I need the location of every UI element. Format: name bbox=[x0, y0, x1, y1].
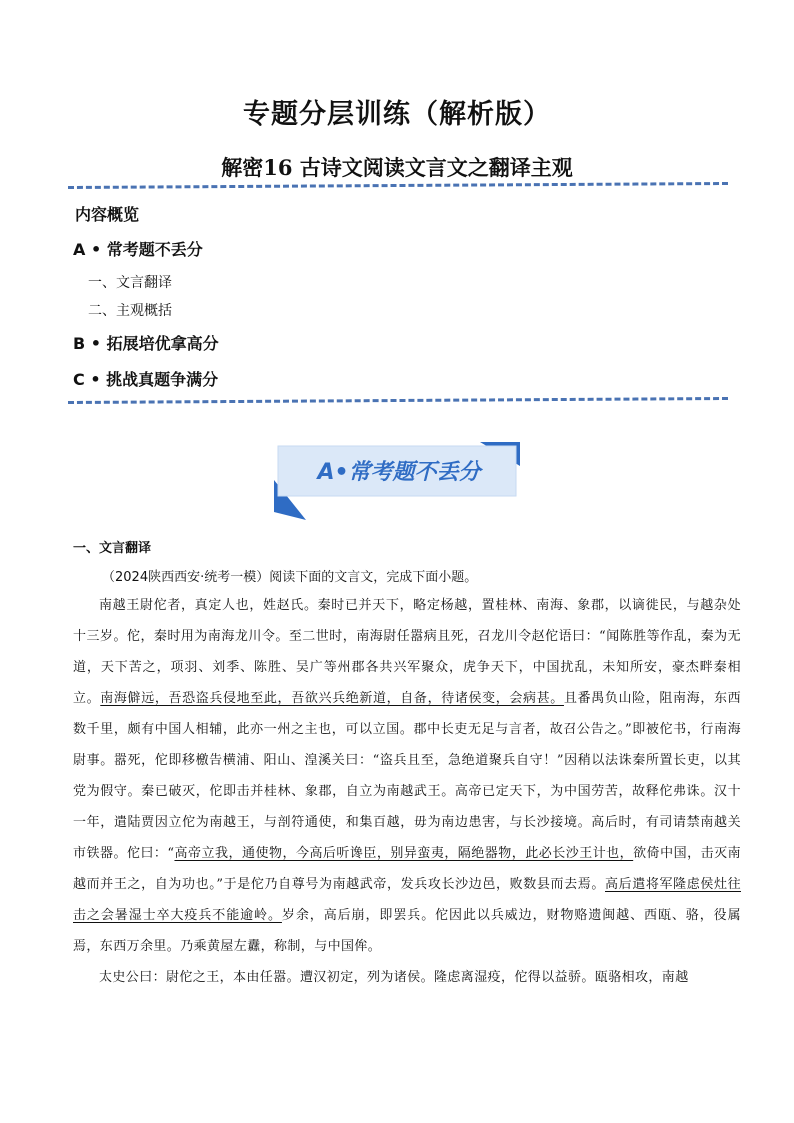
document-title: 专题分层训练（解析版） bbox=[243, 99, 551, 130]
toc-item-b[interactable]: B • 拓展培优拿高分 bbox=[73, 334, 219, 353]
underlined-sentence-1: 南海僻远，吾恐盗兵侵地至此，吾欲兴兵绝新道，自备，待诸侯变，会病甚。 bbox=[100, 691, 564, 706]
passage-paragraph-2: 太史公曰：尉佗之王，本由任嚣。遭汉初定，列为诸侯。隆虑离湿疫，佗得以益骄。瓯骆相攻，南越 bbox=[99, 970, 689, 985]
document-subtitle: 解密16 古诗文阅读文言文之翻译主观 bbox=[221, 155, 573, 180]
passage-paragraph-1: 南越王尉佗者，真定人也，姓赵氏。秦时已并天下，略定杨越，置桂林、南海、象郡，以谪徙民，与越杂处十三岁。佗，秦时用为南海龙川令。至二世时，南海尉任嚣病且死，召龙川令赵佗语曰：“闻陈胜等作乱，秦为无道，天下苦之，项羽、刘季、陈胜、吴广等州郡各共兴军聚众，虎争天下，中国扰乱，未知所安，豪杰畔秦相立。南海僻远，吾恐盗兵侵地至此，吾欲兴兵绝新道，自备，待诸侯变，会病甚。且番禺负山险，阻南海，东西数千里，颇有中国人相辅，此亦一州之主也，可以立国。郡中长吏无足与言者，故召公告之。”即被佗书，行南海尉事。嚣死，佗即移檄告横浦、阳山、湟溪关曰：“盗兵且至，急绝道聚兵自守！”因稍以法诛秦所置长吏，以其党为假守。秦已破灭，佗即击并桂林、象郡，自立为南越武王。高帝已定天下，为中国劳苦，故释佗弗诛。汉十一年，遣陆贾因立佗为南越王，与剖符通使，和集百越，毋为南边患害，与长沙接境。高后时，有司请禁南越关市铁器。佗曰：“高帝立我，通使物，今高后听谗臣，别异蛮夷，隔绝器物，此必长沙王计也，欲倚中国，击灭南越而并王之，自为功也。”于是佗乃自尊号为南越武帝，发兵攻长沙边邑，败数县而去焉。高后遣将军隆虑侯灶往击之会暑湿士卒大疫兵不能逾岭。岁余，高后崩，即罢兵。佗因此以兵威边，财物赂遗闽越、西瓯、骆，役属焉，东西万余里。乃乘黄屋左纛，称制，与中国侔。 bbox=[73, 598, 741, 954]
toc-item-c[interactable]: C • 挑战真题争满分 bbox=[73, 370, 219, 389]
passage-text bbox=[73, 590, 741, 993]
dashed-divider-top bbox=[68, 182, 728, 189]
underlined-sentence-3: 高后遣将军隆虑侯灶往击之会暑湿士卒大疫兵不能逾岭。 bbox=[73, 877, 741, 923]
underlined-sentence-2: 高帝立我，通使物，今高后听谗臣，别异蛮夷，隔绝器物，此必长沙王计也， bbox=[174, 846, 634, 861]
banner-label: A•常考题不丢分 bbox=[317, 460, 481, 485]
dashed-divider-bottom bbox=[68, 397, 728, 404]
section-heading: 一、文言翻译 bbox=[73, 541, 152, 556]
toc-subitem-summary[interactable]: 二、主观概括 bbox=[88, 303, 172, 319]
toc-subitem-translation[interactable]: 一、文言翻译 bbox=[88, 275, 172, 291]
toc-item-a[interactable]: A • 常考题不丢分 bbox=[73, 240, 203, 259]
toc-heading: 内容概览 bbox=[75, 205, 140, 224]
question-intro: （2024陕西西安·统考一模）阅读下面的文言文，完成下面小题。 bbox=[102, 570, 478, 585]
